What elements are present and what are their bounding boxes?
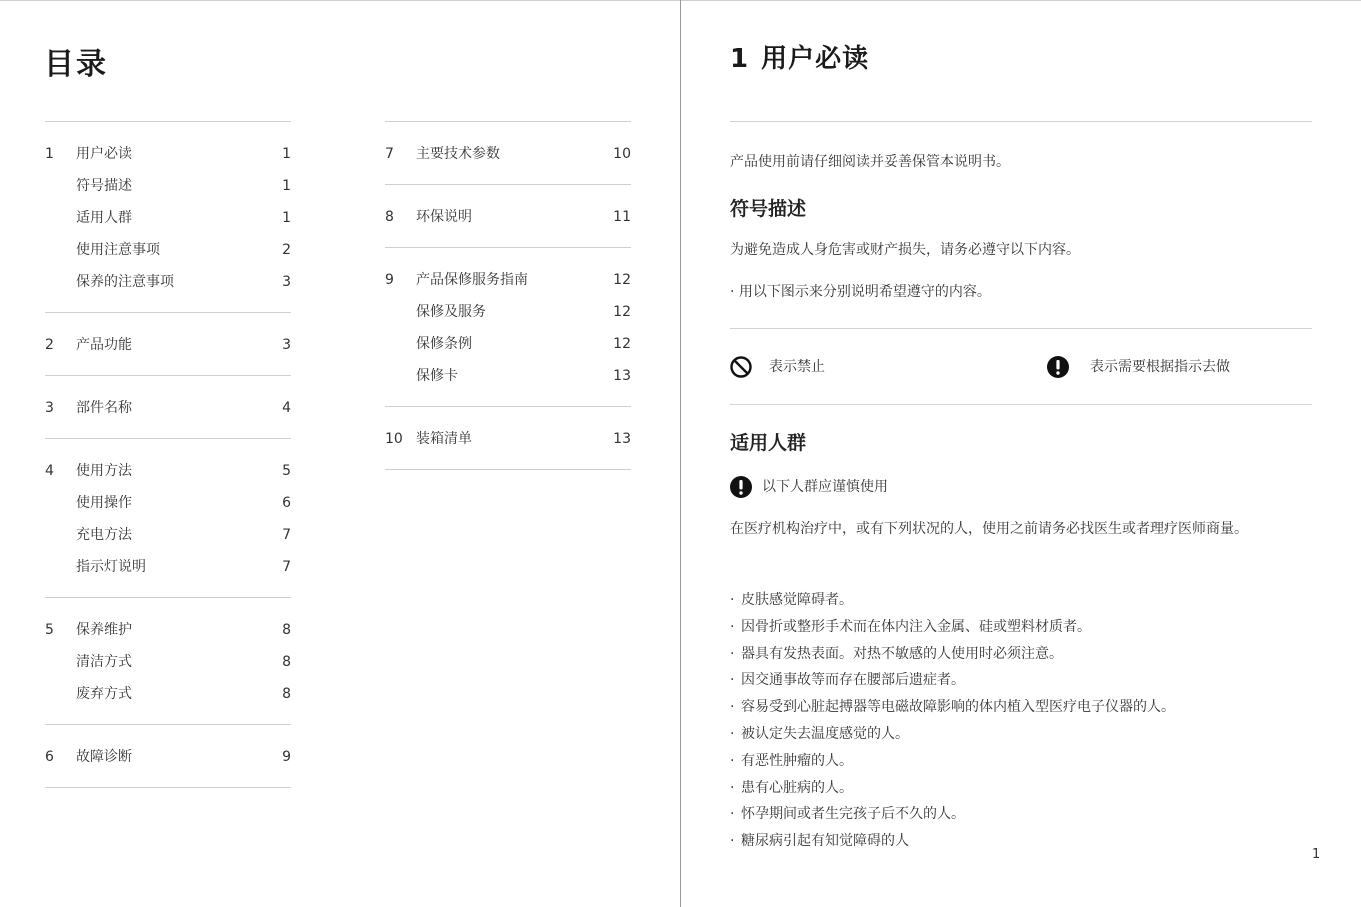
toc-entry-page: 13 bbox=[613, 368, 631, 384]
toc-entry-page: 3 bbox=[282, 337, 291, 353]
toc-entry[interactable] bbox=[45, 551, 291, 583]
toc-entry-number: 3 bbox=[45, 400, 54, 416]
toc-section bbox=[45, 597, 291, 724]
caution-row bbox=[729, 475, 1029, 499]
divider bbox=[730, 404, 1312, 405]
toc-entry[interactable] bbox=[45, 329, 291, 361]
toc-section bbox=[45, 121, 291, 312]
toc-entry-label: 故障诊断 bbox=[76, 749, 132, 765]
population-para: 在医疗机构治疗中，或有下列状况的人，使用之前请务必找医生或者理疗医师商量。 bbox=[730, 521, 1248, 537]
mandatory-symbol-row bbox=[1046, 355, 1316, 379]
intro-text: 产品使用前请仔细阅读并妥善保管本说明书。 bbox=[730, 154, 1010, 170]
bullet-dot: · bbox=[730, 618, 735, 635]
toc-entry-number: 5 bbox=[45, 622, 54, 638]
toc-entry-label: 保养的注意事项 bbox=[76, 274, 174, 290]
list-item bbox=[730, 694, 1310, 721]
toc-entry[interactable] bbox=[45, 455, 291, 487]
prohibit-icon bbox=[729, 355, 753, 379]
divider bbox=[730, 121, 1312, 122]
symbols-note: · 用以下图示来分别说明希望遵守的内容。 bbox=[730, 284, 991, 300]
toc-entry-page: 3 bbox=[282, 274, 291, 290]
toc-entry-label: 适用人群 bbox=[76, 210, 132, 226]
toc-entry-label: 产品保修服务指南 bbox=[416, 272, 528, 288]
population-list bbox=[730, 587, 1310, 855]
list-item bbox=[730, 721, 1310, 748]
list-item-text: 因骨折或整形手术而在体内注入金属、硅或塑料材质者。 bbox=[741, 618, 1091, 635]
toc-entry-label: 产品功能 bbox=[76, 337, 132, 353]
bullet-dot: · bbox=[730, 752, 735, 769]
bullet-dot: · bbox=[730, 833, 735, 850]
toc-entry[interactable] bbox=[45, 170, 291, 202]
toc-entry-page: 2 bbox=[282, 242, 291, 258]
toc-entry-page: 8 bbox=[282, 622, 291, 638]
toc-entry[interactable] bbox=[45, 519, 291, 551]
toc-entry-page: 12 bbox=[613, 304, 631, 320]
toc-entry-page: 6 bbox=[282, 495, 291, 511]
toc-entry-page: 9 bbox=[282, 749, 291, 765]
toc-entry-label: 符号描述 bbox=[76, 178, 132, 194]
list-item-text: 因交通事故等而存在腰部后遗症者。 bbox=[741, 672, 965, 689]
toc-entry[interactable] bbox=[385, 296, 631, 328]
toc-section bbox=[385, 406, 631, 470]
exclamation-icon bbox=[1046, 355, 1070, 379]
toc-section bbox=[45, 312, 291, 375]
toc-entry-label: 充电方法 bbox=[76, 527, 132, 543]
list-item bbox=[730, 667, 1310, 694]
toc-entry[interactable] bbox=[385, 138, 631, 170]
toc-entry-label: 装箱清单 bbox=[416, 431, 472, 447]
toc-entry[interactable] bbox=[45, 487, 291, 519]
list-item bbox=[730, 775, 1310, 802]
population-heading: 适用人群 bbox=[730, 432, 807, 454]
list-item-text: 患有心脏病的人。 bbox=[741, 779, 853, 796]
divider bbox=[730, 328, 1312, 329]
toc-entry[interactable] bbox=[385, 360, 631, 392]
toc-entry-number: 1 bbox=[45, 146, 54, 162]
toc-section bbox=[385, 121, 631, 184]
toc-entry[interactable] bbox=[45, 678, 291, 710]
chapter-title-text: 用户必读 bbox=[761, 44, 870, 74]
toc-entry[interactable] bbox=[45, 202, 291, 234]
bullet-dot: · bbox=[730, 806, 735, 823]
toc-entry-page: 7 bbox=[282, 527, 291, 543]
toc-entry[interactable] bbox=[45, 392, 291, 424]
toc-entry[interactable] bbox=[45, 646, 291, 678]
list-item-text: 怀孕期间或者生完孩子后不久的人。 bbox=[741, 806, 965, 823]
toc-entry-label: 主要技术参数 bbox=[416, 146, 500, 162]
symbols-para: 为避免造成人身危害或财产损失，请务必遵守以下内容。 bbox=[730, 242, 1080, 258]
toc-entry-label: 废弃方式 bbox=[76, 686, 132, 702]
list-item bbox=[730, 614, 1310, 641]
toc-entry[interactable] bbox=[45, 138, 291, 170]
toc-entry[interactable] bbox=[45, 266, 291, 298]
toc-entry-number: 9 bbox=[385, 272, 394, 288]
chapter-title bbox=[730, 38, 869, 75]
bullet-dot: · bbox=[730, 699, 735, 716]
chapter-number: 1 bbox=[730, 44, 750, 74]
toc-entry-page: 11 bbox=[613, 209, 631, 225]
toc-section bbox=[45, 724, 291, 788]
toc-entry-label: 环保说明 bbox=[416, 209, 472, 225]
toc-section bbox=[45, 375, 291, 438]
toc-title: 目录 bbox=[44, 47, 108, 82]
toc-entry-label: 保修卡 bbox=[416, 368, 458, 384]
toc-entry-label: 清洁方式 bbox=[76, 654, 132, 670]
mandatory-label: 表示需要根据指示去做 bbox=[1090, 359, 1230, 375]
toc-entry-page: 10 bbox=[613, 146, 631, 162]
toc-entry-page: 12 bbox=[613, 336, 631, 352]
toc-entry-number: 8 bbox=[385, 209, 394, 225]
toc-entry-label: 保修及服务 bbox=[416, 304, 486, 320]
toc-entry-page: 1 bbox=[282, 178, 291, 194]
toc-entry-page: 7 bbox=[282, 559, 291, 575]
toc-entry[interactable] bbox=[385, 423, 631, 455]
bullet-dot: · bbox=[730, 645, 735, 662]
exclamation-icon bbox=[729, 475, 753, 499]
symbols-heading: 符号描述 bbox=[730, 198, 807, 220]
toc-entry-page: 13 bbox=[613, 431, 631, 447]
toc-entry-number: 2 bbox=[45, 337, 54, 353]
toc-entry[interactable] bbox=[385, 264, 631, 296]
toc-page bbox=[0, 0, 680, 907]
toc-entry[interactable] bbox=[385, 201, 631, 233]
bullet-dot: · bbox=[730, 725, 735, 742]
list-item bbox=[730, 641, 1310, 668]
toc-section bbox=[385, 184, 631, 247]
toc-entry-page: 1 bbox=[282, 210, 291, 226]
toc-entry-label: 使用注意事项 bbox=[76, 242, 160, 258]
toc-entry-label: 保养维护 bbox=[76, 622, 132, 638]
toc-entry-page: 8 bbox=[282, 654, 291, 670]
toc-entry-number: 10 bbox=[385, 431, 403, 447]
toc-entry-label: 指示灯说明 bbox=[76, 559, 146, 575]
toc-entry[interactable] bbox=[45, 741, 291, 773]
list-item-text: 糖尿病引起有知觉障碍的人 bbox=[741, 833, 909, 850]
prohibit-symbol-row bbox=[729, 355, 1029, 379]
toc-entry-number: 6 bbox=[45, 749, 54, 765]
bullet-dot: · bbox=[730, 592, 735, 608]
list-item bbox=[730, 801, 1310, 828]
bullet-dot: · bbox=[730, 779, 735, 796]
list-item-text: 容易受到心脏起搏器等电磁故障影响的体内植入型医疗电子仪器的人。 bbox=[741, 699, 1175, 716]
list-item bbox=[730, 828, 1310, 855]
toc-entry[interactable] bbox=[385, 328, 631, 360]
toc-entry-label: 使用方法 bbox=[76, 463, 132, 479]
toc-column-1 bbox=[45, 121, 291, 788]
toc-column-2 bbox=[385, 121, 631, 470]
toc-entry-number: 7 bbox=[385, 146, 394, 162]
toc-entry-number: 4 bbox=[45, 463, 54, 479]
list-item bbox=[730, 748, 1310, 775]
list-item-text: 皮肤感觉障碍者。 bbox=[741, 592, 853, 608]
toc-entry-page: 12 bbox=[613, 272, 631, 288]
toc-entry-page: 4 bbox=[282, 400, 291, 416]
list-item-text: 被认定失去温度感觉的人。 bbox=[741, 725, 909, 742]
list-item-text: 器具有发热表面。对热不敏感的人使用时必须注意。 bbox=[741, 645, 1063, 662]
page-number: 1 bbox=[1312, 847, 1321, 862]
toc-entry-page: 8 bbox=[282, 686, 291, 702]
caution-label: 以下人群应谨慎使用 bbox=[762, 479, 888, 495]
prohibit-label: 表示禁止 bbox=[769, 359, 825, 375]
toc-entry-label: 使用操作 bbox=[76, 495, 132, 511]
toc-entry[interactable] bbox=[45, 614, 291, 646]
bullet-dot: · bbox=[730, 672, 735, 689]
toc-entry-page: 1 bbox=[282, 146, 291, 162]
toc-entry-label: 部件名称 bbox=[76, 400, 132, 416]
toc-entry[interactable] bbox=[45, 234, 291, 266]
toc-entry-label: 保修条例 bbox=[416, 336, 472, 352]
list-item-text: 有恶性肿瘤的人。 bbox=[741, 752, 853, 769]
toc-section bbox=[385, 247, 631, 406]
toc-section bbox=[45, 438, 291, 597]
toc-entry-label: 用户必读 bbox=[76, 146, 132, 162]
toc-entry-page: 5 bbox=[282, 463, 291, 479]
list-item bbox=[730, 587, 1310, 614]
